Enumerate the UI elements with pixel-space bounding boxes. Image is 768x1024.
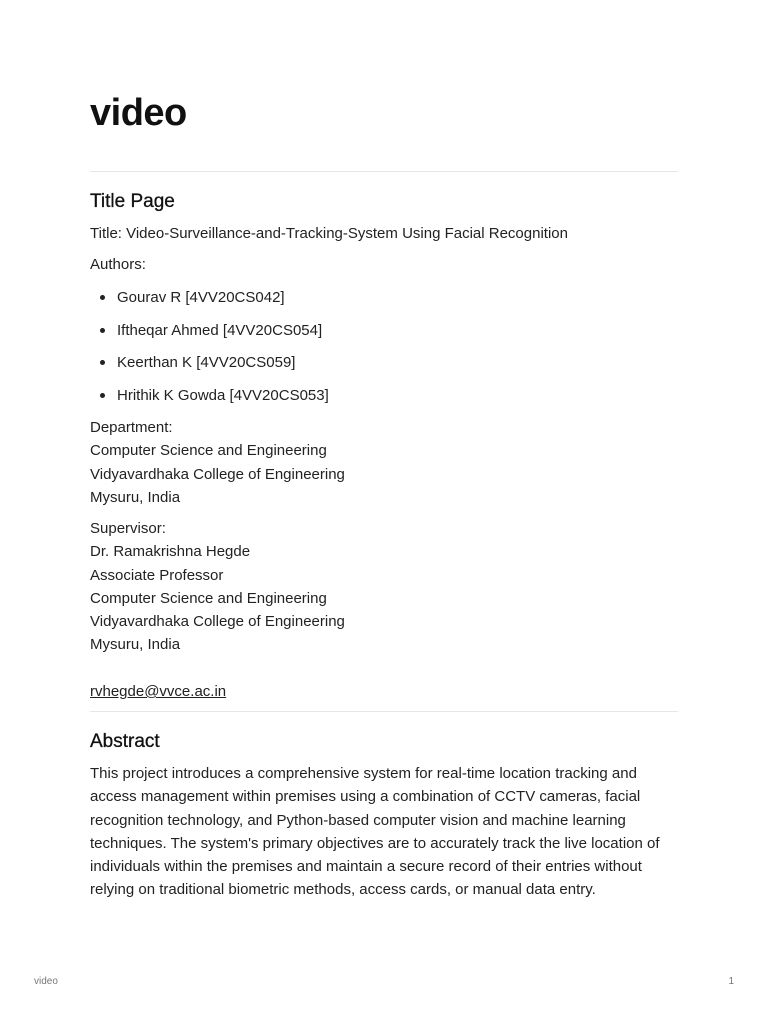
department-line: Computer Science and Engineering xyxy=(90,442,327,460)
department-block xyxy=(90,416,345,509)
supervisor-block xyxy=(90,517,345,657)
section-heading-abstract: Abstract xyxy=(90,731,160,752)
authors-list xyxy=(90,286,329,416)
supervisor-line: Dr. Ramakrishna Hegde xyxy=(90,543,251,561)
project-title-line: Title: Video-Surveillance-and-Tracking-System Using Facial Recognition xyxy=(90,225,568,242)
footer-document-name: video xyxy=(34,976,58,987)
supervisor-line: Computer Science and Engineering xyxy=(90,589,327,607)
author-item: Iftheqar Ahmed [4VV20CS054] xyxy=(90,319,329,352)
supervisor-email-link[interactable]: rvhegde@vvce.ac.in xyxy=(90,683,227,700)
supervisor-line: Vidyavardhaka College of Engineering xyxy=(90,613,345,631)
supervisor-line: Mysuru, India xyxy=(90,636,181,654)
supervisor-label: Supervisor: xyxy=(90,520,166,537)
footer-page-number: 1 xyxy=(728,976,734,987)
department-label: Department: xyxy=(90,419,173,436)
divider xyxy=(90,171,678,172)
document-title: video xyxy=(90,92,187,134)
supervisor-line: Associate Professor xyxy=(90,566,224,584)
department-line: Vidyavardhaka College of Engineering xyxy=(90,465,345,483)
author-item: Gourav R [4VV20CS042] xyxy=(90,286,329,319)
department-line: Mysuru, India xyxy=(90,488,181,506)
author-item: Hrithik K Gowda [4VV20CS053] xyxy=(90,384,329,417)
abstract-paragraph: This project introduces a comprehensive system for real-time location tracking and access management within premises using a combination of CCTV cameras, facial recognition technology, and Python-based computer vision and machine learning techniques. The system's primary objectives are to accurately track the live location of individuals within the premises and maintain a secure record of their entries without relying on traditional biometric methods, access cards, or manual data entry. xyxy=(90,765,660,899)
author-item: Keerthan K [4VV20CS059] xyxy=(90,351,329,384)
section-heading-title-page: Title Page xyxy=(90,191,175,212)
authors-label: Authors: xyxy=(90,256,146,273)
divider xyxy=(90,711,678,712)
